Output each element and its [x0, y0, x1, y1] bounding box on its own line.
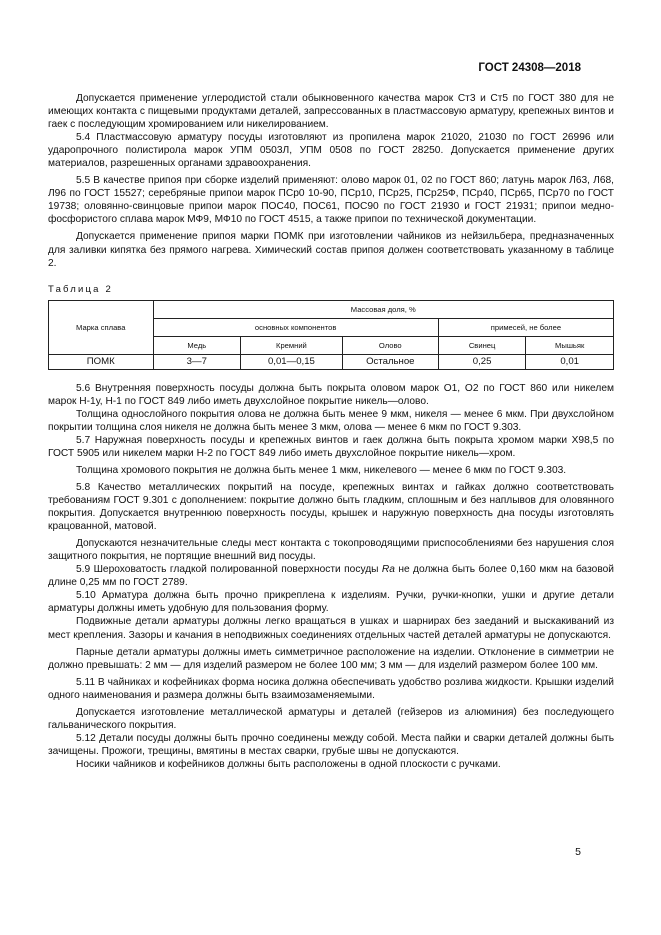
paragraph: 5.8 Качество металлических покрытий на посуде, крепежных винтах и гайках должно соответствовать требованиям ГОСТ 9.301 с дополнением: покрытие должно быть гладким, сплошным и без наплывов для оловянного покрытия. Допускается внутреннюю поверхность посуды, крышек и наружную поверхность дна посуды изготовлять крацованной, матовой. [48, 481, 614, 533]
header-impurities: примесей, не более [438, 318, 613, 336]
paragraph: Допускаются незначительные следы мест контакта с токопроводящими приспособлениями без нарушения слоя защитного покрытия, не портящие внешний вид посуды. [48, 538, 614, 563]
cell-alloy: ПОМК [49, 354, 154, 369]
header-main-components: основных компонентов [153, 318, 438, 336]
p59-before: 5.9 Шероховатость гладкой полированной поверхности посуды [76, 564, 382, 576]
composition-table [48, 300, 614, 370]
paragraph: 5.7 Наружная поверхность посуды и крепежных винтов и гаек должна быть покрыта хромом марки Х98,5 по ГОСТ 5905 или никелем марки Н-2 по ГОСТ 849 либо иметь двухслойное покрытие никель—хром. [48, 434, 614, 459]
header-lead: Свинец [438, 336, 526, 354]
p59-after: не должна быть более 0,160 мкм на базовой длине 0,25 мм по ГОСТ 2789. [48, 564, 614, 589]
header-copper: Медь [153, 336, 241, 354]
table-row [49, 354, 614, 369]
document-code: ГОСТ 24308—2018 [478, 62, 581, 74]
cell-tin: Остальное [342, 354, 438, 369]
cell-arsenic: 0,01 [526, 354, 614, 369]
header-alloy: Марка сплава [49, 300, 154, 354]
p59-ra: Ra [381, 564, 395, 576]
header-arsenic: Мышьяк [526, 336, 614, 354]
paragraph: Допускается изготовление металлической арматуры и деталей (гейзеров из алюминия) без последующего гальванического покрытия. [48, 706, 614, 731]
paragraph [48, 563, 614, 589]
header-tin: Олово [342, 336, 438, 354]
cell-copper: 3—7 [153, 354, 241, 369]
paragraph: Парные детали арматуры должны иметь симметричное расположение на изделии. Отклонение в симметрии не должно превышать: 2 мм — для изделий размером не более 100 мм; 3 мм — для изделий размером более 100 мм. [48, 646, 614, 671]
paragraph: 5.4 Пластмассовую арматуру посуды изготовляют из пропилена марок 21020, 21030 по ГОСТ 26996 или ударопрочного полистирола марок УПМ 0503Л, УПМ 0508 по ГОСТ 28250. Допускается применение других материалов, разрешенных органами здравоохранения. [48, 132, 614, 170]
header-silicon: Кремний [241, 336, 343, 354]
paragraph: Подвижные детали арматуры должны легко вращаться в ушках и шарнирах без заеданий и выскакиваний из мест крепления. Зазоры и качания в неподвижных соединениях отдельных частей деталей арматуры не допускаются. [48, 616, 614, 641]
paragraph: 5.12 Детали посуды должны быть прочно соединены между собой. Места пайки и сварки деталей должны быть зачищены. Прожоги, трещины, вмятины в местах сварки, грубые швы не допускаются. [48, 732, 614, 757]
paragraph: Толщина хромового покрытия не должна быть менее 1 мкм, никелевого — менее 6 мкм по ГОСТ 9.303. [76, 464, 567, 476]
cell-silicon: 0,01—0,15 [241, 354, 343, 369]
paragraph: Толщина однослойного покрытия олова не должна быть менее 9 мкм, никеля — менее 6 мкм. При двухслойном покрытии толщина слоя никеля не должна быть менее 3 мкм, олова — менее 6 мкм по ГОСТ 9.303. [48, 408, 614, 433]
paragraph: Носики чайников и кофейников должны быть расположены в одной плоскости с ручками. [76, 758, 501, 770]
paragraph: Допускается применение углеродистой стали обыкновенного качества марок Ст3 и Ст5 по ГОСТ 380 для не имеющих контакта с пищевыми продуктами деталей, запрессованных в пластмассовую арматуру, крепежных винтов и гаек с последующим хромированием или никелированием. [48, 93, 614, 131]
paragraph: 5.5 В качестве припоя при сборке изделий применяют: олово марок 01, 02 по ГОСТ 860; латунь марок Л63, Л68, Л96 по ГОСТ 15527; серебряные припои марок ПСр0 10-90, ПСр10, ПСр25, ПСр25Ф, ПСр40, ПСр65, ПСр70 по ГОСТ 19738; оловянно-свинцовые припои марок ПОС40, ПОС61, ПОС90 по ГОСТ 21930 и ГОСТ 21931; припои медно-фосфористого сплава марок МФ9, МФ10 по ГОСТ 4515, а также припои по технической документации. [48, 175, 614, 226]
page-number: 5 [575, 846, 581, 858]
document-body [48, 92, 614, 771]
header-mass-fraction: Массовая доля, % [153, 300, 613, 318]
paragraph: 5.10 Арматура должна быть прочно прикреплена к изделиям. Ручки, ручки-кнопки, ушки и другие детали арматуры должны иметь удобную для пользования форму. [48, 590, 614, 615]
paragraph: 5.6 Внутренняя поверхность посуды должна быть покрыта оловом марок О1, О2 по ГОСТ 860 или никелем марок Н-1у, Н-1 по ГОСТ 849 либо иметь двухслойное покрытие никель—олово. [48, 382, 614, 407]
cell-lead: 0,25 [438, 354, 526, 369]
table-caption: Таблица 2 [48, 283, 113, 295]
paragraph: Допускается применение припоя марки ПОМК при изготовлении чайников из нейзильбера, предназначенных для заливки кипятка без прямого нагрева. Химический состав припоя должен соответствовать указанному в таблице 2. [48, 231, 614, 269]
paragraph: 5.11 В чайниках и кофейниках форма носика должна обеспечивать удобство розлива жидкости. Крышки изделий одного наименования и размера должны быть взаимозаменяемыми. [48, 676, 614, 701]
